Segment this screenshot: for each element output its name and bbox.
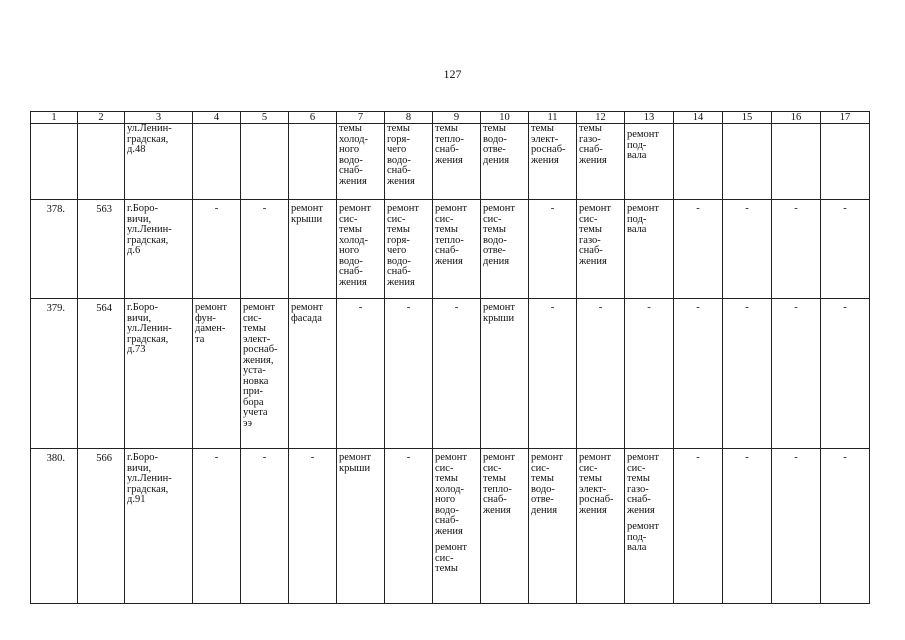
cell-line: темы <box>483 224 506 235</box>
cell-line: холод- <box>339 133 368 145</box>
cell-line: водо- <box>435 504 459 516</box>
cell-line: водо- <box>339 154 363 166</box>
cell-line: ремонт <box>339 203 372 214</box>
work-cell <box>337 449 385 604</box>
table-row <box>31 449 870 604</box>
cell-line: снаб- <box>339 266 363 277</box>
cell-line: сис- <box>579 462 598 474</box>
column-header: 16 <box>772 112 821 124</box>
cell-line: сис- <box>435 552 454 564</box>
cell-line: ул.Ленин- <box>127 323 172 334</box>
object-id-cell: 566 <box>78 449 125 604</box>
cell-line: отве- <box>531 494 554 505</box>
cell-line: вала <box>627 224 647 235</box>
cell-line: темы <box>435 123 458 134</box>
cell-line: крыши <box>483 312 515 324</box>
work-cell: - <box>772 299 821 449</box>
page-number: 127 <box>443 67 462 81</box>
cell-line: элект- <box>579 483 607 495</box>
cell-line: сис- <box>339 213 358 225</box>
cell-line: жения <box>435 255 463 267</box>
work-cell <box>193 124 241 200</box>
cell-line: жения <box>387 276 415 288</box>
work-cell <box>385 124 433 200</box>
cell-line: снаб- <box>579 144 603 155</box>
address-cell <box>125 200 193 299</box>
cell-line: темы <box>579 473 602 484</box>
work-cell: - <box>625 299 674 449</box>
cell-line: ремонт <box>579 203 612 214</box>
cell-line: темы <box>339 224 362 235</box>
continued-row <box>31 124 870 200</box>
column-header: 1 <box>31 112 78 124</box>
work-cell <box>481 200 529 299</box>
cell-line: жения <box>579 504 607 516</box>
cell-line: снаб- <box>339 165 363 176</box>
cell-line: ремонт <box>291 203 324 214</box>
work-cell <box>289 299 337 449</box>
column-header: 9 <box>433 112 481 124</box>
cell-line: жения <box>531 154 559 166</box>
work-cell <box>481 449 529 604</box>
cell-line: тепло- <box>435 234 464 246</box>
work-cell <box>625 124 674 200</box>
column-header: 14 <box>674 112 723 124</box>
cell-line: ного <box>339 144 360 155</box>
work-cell <box>337 200 385 299</box>
cell-line: ного <box>435 494 456 505</box>
cell-line: жения <box>579 154 607 166</box>
cell-line: жения <box>339 175 367 187</box>
work-cell: - <box>674 449 723 604</box>
cell-line: элект- <box>531 133 559 145</box>
id-cell <box>78 124 125 200</box>
cell-line: тепло- <box>483 483 512 495</box>
empty-cell <box>723 124 772 200</box>
cell-line: ремонт <box>627 452 660 463</box>
cell-line: холод- <box>435 483 464 495</box>
column-header: 6 <box>289 112 337 124</box>
cell-line: градская, <box>127 333 169 345</box>
cell-line: новка <box>243 375 269 387</box>
cell-line: ремонт <box>435 203 468 214</box>
cell-line: вичи, <box>127 462 152 474</box>
cell-line: темы <box>531 473 554 484</box>
cell-line: сис- <box>387 213 406 225</box>
cell-line: жения <box>627 504 655 516</box>
cell-line: жения, <box>243 354 274 366</box>
cell-line: темы <box>435 473 458 484</box>
cell-line: газо- <box>579 133 601 145</box>
cell-line: под- <box>627 139 647 151</box>
column-header: 2 <box>78 112 125 124</box>
empty-cell <box>772 124 821 200</box>
cell-line: жения <box>483 504 511 516</box>
cell-line: дения <box>531 504 558 516</box>
cell-line: жения <box>387 175 415 187</box>
cell-line: ул.Ленин- <box>127 224 172 235</box>
table-row <box>31 299 870 449</box>
cell-line: водо- <box>387 154 411 166</box>
work-cell <box>193 299 241 449</box>
cell-line: вала <box>627 542 647 553</box>
cell-line: жения <box>339 276 367 288</box>
cell-line: градская, <box>127 234 169 246</box>
work-cell: - <box>821 449 870 604</box>
work-cell: - <box>723 299 772 449</box>
cell-line: газо- <box>579 234 601 246</box>
work-cell <box>529 124 577 200</box>
column-header: 8 <box>385 112 433 124</box>
work-cell <box>433 449 481 604</box>
table-row <box>31 200 870 299</box>
work-cell: - <box>529 200 577 299</box>
cell-line: снаб- <box>483 494 507 505</box>
work-cell <box>289 200 337 299</box>
work-cell: - <box>433 299 481 449</box>
work-cell: - <box>821 200 870 299</box>
work-cell: - <box>772 449 821 604</box>
cell-line: ремонт <box>627 129 660 140</box>
work-cell <box>577 449 625 604</box>
cell-line: ремонт <box>291 302 324 313</box>
cell-line: водо- <box>531 483 555 495</box>
work-cell: - <box>577 299 625 449</box>
work-cell: - <box>193 200 241 299</box>
row-number-cell: 378. <box>31 200 78 299</box>
cell-line: темы <box>483 473 506 484</box>
cell-line: темы <box>435 563 458 574</box>
cell-line: под- <box>627 531 647 543</box>
cell-line: тепло- <box>435 133 464 145</box>
cell-line: темы <box>243 323 266 334</box>
work-cell: - <box>821 299 870 449</box>
cell-line: ремонт <box>483 203 516 214</box>
address-cell <box>125 299 193 449</box>
num-cell <box>31 124 78 200</box>
cell-line: д.48 <box>127 144 146 155</box>
column-header: 13 <box>625 112 674 124</box>
cell-line: снаб- <box>387 165 411 176</box>
work-cell: - <box>674 299 723 449</box>
cell-line: темы <box>483 123 506 134</box>
repair-schedule-table <box>30 111 870 604</box>
cell-line: жения <box>435 525 463 537</box>
work-cell <box>625 200 674 299</box>
cell-line: дения <box>483 255 510 267</box>
cell-line: ремонт <box>243 302 276 313</box>
cell-line: роснаб- <box>579 494 614 505</box>
cell-line: ремонт <box>531 452 564 463</box>
cell-line: ремонт <box>435 452 468 463</box>
cell-line: сис- <box>435 213 454 225</box>
cell-line: элект- <box>243 333 271 345</box>
cell-line: чего <box>387 144 407 155</box>
work-cell: - <box>337 299 385 449</box>
cell-line: дения <box>483 154 510 166</box>
empty-cell <box>821 124 870 200</box>
cell-line: дамен- <box>195 323 226 334</box>
cell-line: д.73 <box>127 344 146 355</box>
cell-line: водо- <box>387 255 411 267</box>
cell-line: г.Боро- <box>127 203 159 214</box>
work-cell: - <box>772 200 821 299</box>
cell-line: чего <box>387 245 407 256</box>
cell-line: роснаб- <box>243 344 278 355</box>
column-header: 11 <box>529 112 577 124</box>
address-cell <box>125 449 193 604</box>
cell-line: сис- <box>579 213 598 225</box>
work-cell: - <box>529 299 577 449</box>
column-header: 5 <box>241 112 289 124</box>
cell-line: уста- <box>243 365 266 376</box>
work-cell <box>625 449 674 604</box>
cell-line: снаб- <box>435 515 459 526</box>
cell-line: ремонт <box>627 521 660 532</box>
column-header: 3 <box>125 112 193 124</box>
cell-line: ул.Ленин- <box>127 473 172 484</box>
cell-line: водо- <box>483 133 507 145</box>
work-cell <box>385 200 433 299</box>
object-id-cell: 564 <box>78 299 125 449</box>
cell-line: та <box>195 333 205 345</box>
cell-line: ремонт <box>387 203 420 214</box>
cell-line: газо- <box>627 483 649 495</box>
cell-line: учета <box>243 407 268 418</box>
work-cell <box>481 299 529 449</box>
column-header: 4 <box>193 112 241 124</box>
column-header: 17 <box>821 112 870 124</box>
cell-line: темы <box>531 123 554 134</box>
object-id-cell: 563 <box>78 200 125 299</box>
work-cell: - <box>193 449 241 604</box>
row-number-cell: 379. <box>31 299 78 449</box>
cell-line: ремонт <box>483 302 516 313</box>
cell-line: под- <box>627 213 647 225</box>
cell-line: сис- <box>483 462 502 474</box>
cell-line: д.6 <box>127 245 141 256</box>
cell-line: при- <box>243 386 263 397</box>
empty-cell <box>674 124 723 200</box>
work-cell <box>289 124 337 200</box>
column-header: 12 <box>577 112 625 124</box>
cell-line: ного <box>339 245 360 256</box>
work-cell: - <box>723 449 772 604</box>
cell-line: снаб- <box>387 266 411 277</box>
work-cell: - <box>241 200 289 299</box>
address-cell <box>125 124 193 200</box>
cell-line: водо- <box>339 255 363 267</box>
cell-line: крыши <box>339 462 371 474</box>
work-cell: - <box>385 449 433 604</box>
cell-line: ремонт <box>195 302 228 313</box>
cell-line: фасада <box>291 312 322 324</box>
work-cell: - <box>674 200 723 299</box>
cell-line: отве- <box>483 245 506 256</box>
cell-line: сис- <box>483 213 502 225</box>
cell-line: темы <box>579 123 602 134</box>
cell-line: крыши <box>291 213 323 225</box>
work-cell <box>481 124 529 200</box>
cell-line: отве- <box>483 144 506 155</box>
cell-line: ремонт <box>435 542 468 553</box>
cell-line: темы <box>387 123 410 134</box>
cell-line: вичи, <box>127 213 152 225</box>
cell-line: снаб- <box>435 144 459 155</box>
cell-line: г.Боро- <box>127 302 159 313</box>
cell-line: снаб- <box>579 245 603 256</box>
work-cell: - <box>289 449 337 604</box>
column-number-row <box>31 112 870 124</box>
cell-line: роснаб- <box>531 144 566 155</box>
cell-line: ремонт <box>483 452 516 463</box>
work-cell <box>337 124 385 200</box>
cell-line: горя- <box>387 133 410 145</box>
cell-line: ээ <box>243 417 253 429</box>
cell-line: бора <box>243 396 264 408</box>
cell-line: водо- <box>483 234 507 246</box>
cell-line: темы <box>579 224 602 235</box>
cell-line: ул.Ленин- <box>127 123 172 134</box>
cell-line: ремонт <box>579 452 612 463</box>
cell-line: снаб- <box>435 245 459 256</box>
cell-line: г.Боро- <box>127 452 159 463</box>
column-header: 10 <box>481 112 529 124</box>
cell-line: темы <box>387 224 410 235</box>
work-cell <box>241 299 289 449</box>
cell-line: градская, <box>127 133 169 145</box>
cell-line: темы <box>339 123 362 134</box>
row-number-cell: 380. <box>31 449 78 604</box>
cell-line: д.91 <box>127 494 146 505</box>
work-cell: - <box>241 449 289 604</box>
cell-line: сис- <box>531 462 550 474</box>
column-header: 15 <box>723 112 772 124</box>
cell-line: жения <box>579 255 607 267</box>
cell-line: жения <box>435 154 463 166</box>
work-cell: - <box>723 200 772 299</box>
cell-line: вичи, <box>127 312 152 324</box>
work-cell: - <box>385 299 433 449</box>
work-cell <box>433 200 481 299</box>
cell-line: темы <box>435 224 458 235</box>
cell-line: ремонт <box>627 203 660 214</box>
column-header: 7 <box>337 112 385 124</box>
work-cell <box>577 124 625 200</box>
work-cell <box>241 124 289 200</box>
work-cell <box>529 449 577 604</box>
cell-line: сис- <box>243 312 262 324</box>
work-cell <box>577 200 625 299</box>
cell-line: темы <box>627 473 650 484</box>
cell-line: снаб- <box>627 494 651 505</box>
cell-line: градская, <box>127 483 169 495</box>
cell-line: горя- <box>387 234 410 246</box>
cell-line: фун- <box>195 312 216 324</box>
work-cell <box>433 124 481 200</box>
cell-line: холод- <box>339 234 368 246</box>
cell-line: сис- <box>435 462 454 474</box>
cell-line: вала <box>627 150 647 161</box>
cell-line: сис- <box>627 462 646 474</box>
cell-line: ремонт <box>339 452 372 463</box>
